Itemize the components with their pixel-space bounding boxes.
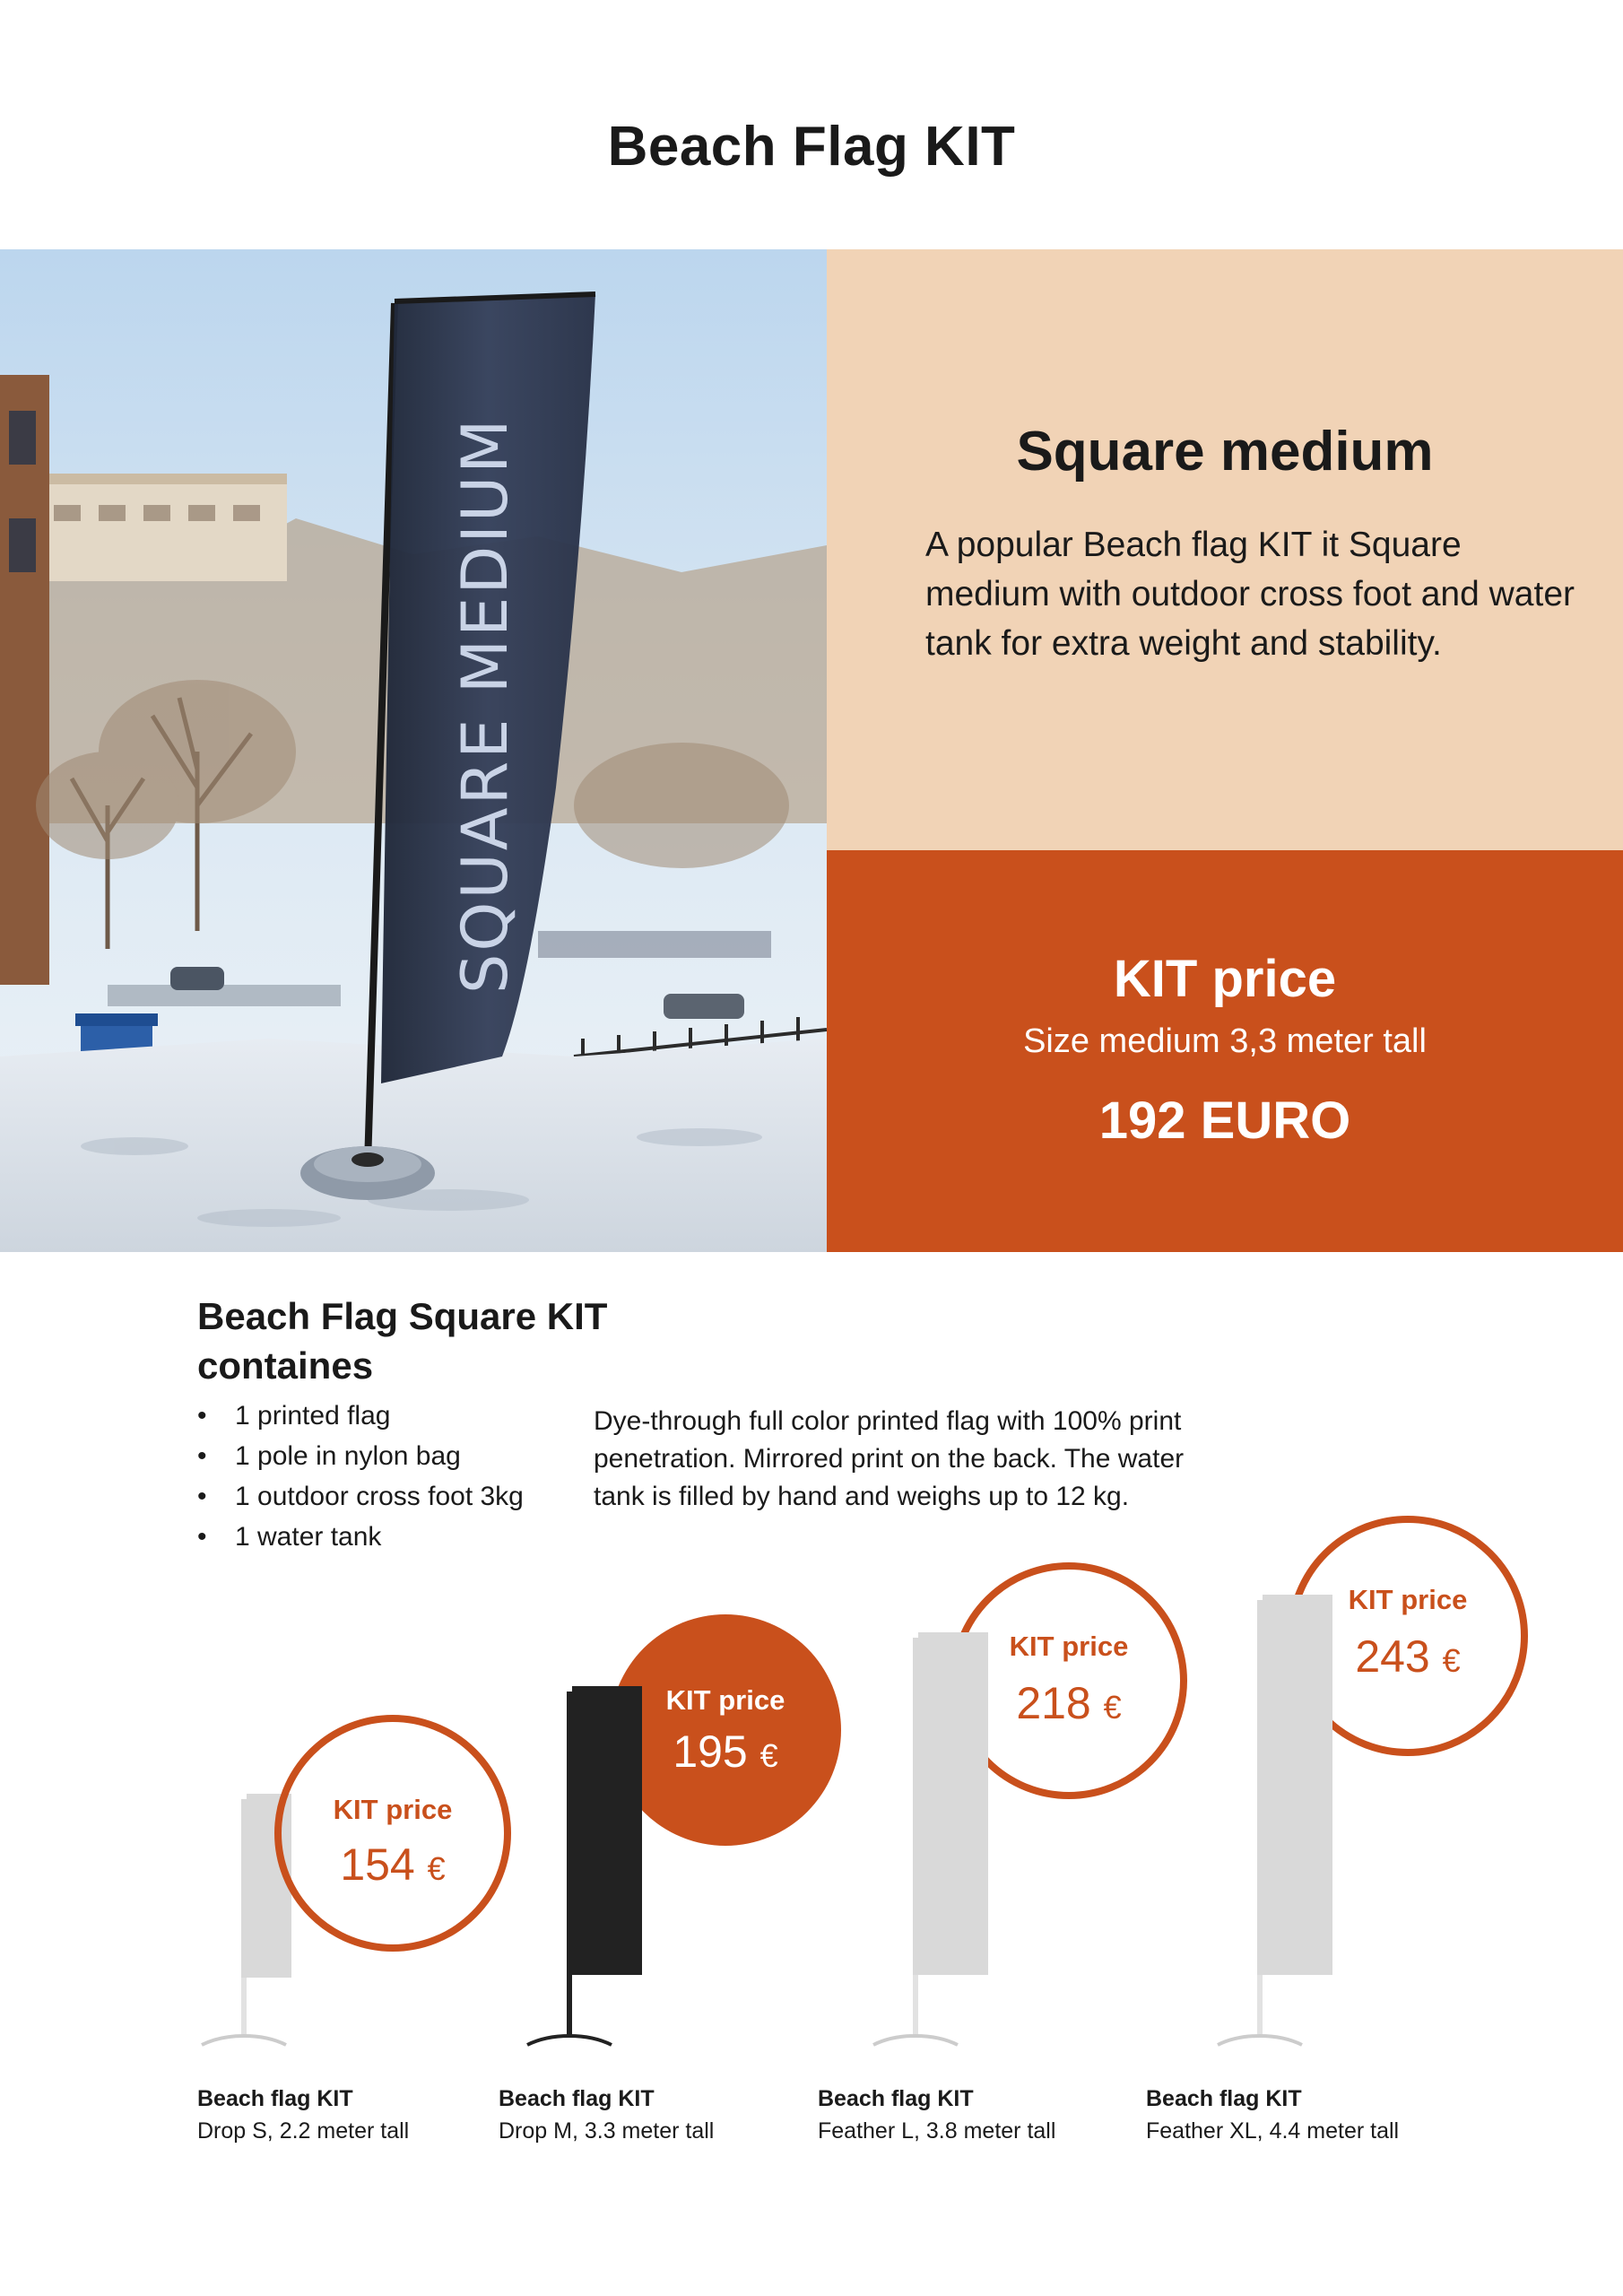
price-number: 154 xyxy=(340,1839,415,1890)
price-number: 195 xyxy=(673,1726,748,1777)
kit-price-amount: 192 EURO xyxy=(1098,1091,1351,1150)
page-title: Beach Flag KIT xyxy=(607,116,1016,178)
price-circle xyxy=(274,1715,511,1952)
product-caption-title: Beach flag KIT xyxy=(818,2086,974,2111)
kit-price-panel xyxy=(827,850,1623,1252)
flag-print-text: SQUARE MEDIUM xyxy=(448,416,522,994)
list-item xyxy=(197,1396,524,1436)
kit-size-text: Size medium 3,3 meter tall xyxy=(1023,1022,1427,1060)
list-item-text: 1 outdoor cross foot 3kg xyxy=(235,1482,524,1511)
flag-drop-m-icon xyxy=(518,1668,653,2063)
bullet-glyph: • xyxy=(197,1401,207,1431)
kit-price-label: KIT price xyxy=(1113,950,1337,1008)
snowy-flag-photo xyxy=(0,249,827,1252)
product-caption-subtitle: Drop M, 3.3 meter tall xyxy=(499,2118,715,2144)
flag-body xyxy=(913,1632,988,1975)
currency-symbol: € xyxy=(427,1850,446,1887)
list-item xyxy=(197,1517,524,1557)
kit-description: Dye-through full color printed flag with 100% print penetration. Mirrored print on the back. The water tank is filled by hand and weighs up to 12 kg. xyxy=(594,1406,1185,1511)
currency-symbol: € xyxy=(759,1737,778,1774)
list-item-text: 1 pole in nylon bag xyxy=(235,1441,461,1471)
bullet-glyph: • xyxy=(197,1522,207,1552)
product-title: Square medium xyxy=(1016,421,1434,483)
bullet-glyph: • xyxy=(197,1482,207,1511)
bullet-glyph: • xyxy=(197,1441,207,1471)
hero-photo xyxy=(0,249,827,1252)
product-info-panel xyxy=(827,249,1623,850)
product-caption-title: Beach flag KIT xyxy=(197,2086,353,2111)
currency-symbol: € xyxy=(1442,1642,1461,1679)
list-item-text: 1 printed flag xyxy=(235,1401,391,1431)
flag-body xyxy=(1257,1595,1332,1975)
product-caption-title: Beach flag KIT xyxy=(499,2086,655,2111)
list-item xyxy=(197,1476,524,1517)
product-description: A popular Beach flag KIT it Square medium with outdoor cross foot and water tank for extra weight and stability. xyxy=(925,526,1575,663)
price-label: KIT price xyxy=(1009,1631,1129,1662)
list-item xyxy=(197,1436,524,1476)
price-label: KIT price xyxy=(333,1794,453,1825)
currency-symbol: € xyxy=(1103,1689,1122,1726)
flag-body xyxy=(567,1686,642,1975)
price-number: 218 xyxy=(1016,1678,1091,1728)
list-item-text: 1 water tank xyxy=(235,1522,382,1552)
price-label: KIT price xyxy=(1348,1584,1468,1615)
product-caption-subtitle: Feather XL, 4.4 meter tall xyxy=(1146,2118,1400,2144)
kit-contents-heading: Beach Flag Square KIT containes xyxy=(197,1295,608,1387)
price-label: KIT price xyxy=(665,1684,785,1716)
product-caption-subtitle: Feather L, 3.8 meter tall xyxy=(818,2118,1056,2144)
product-caption-subtitle: Drop S, 2.2 meter tall xyxy=(197,2118,410,2144)
flag-feather-xl-icon xyxy=(1209,1577,1343,2063)
kit-contents-list xyxy=(197,1396,524,1557)
price-number: 243 xyxy=(1355,1631,1430,1682)
price-value xyxy=(282,1839,504,1891)
product-caption-title: Beach flag KIT xyxy=(1146,2086,1302,2111)
flag-feather-l-icon xyxy=(864,1614,999,2063)
